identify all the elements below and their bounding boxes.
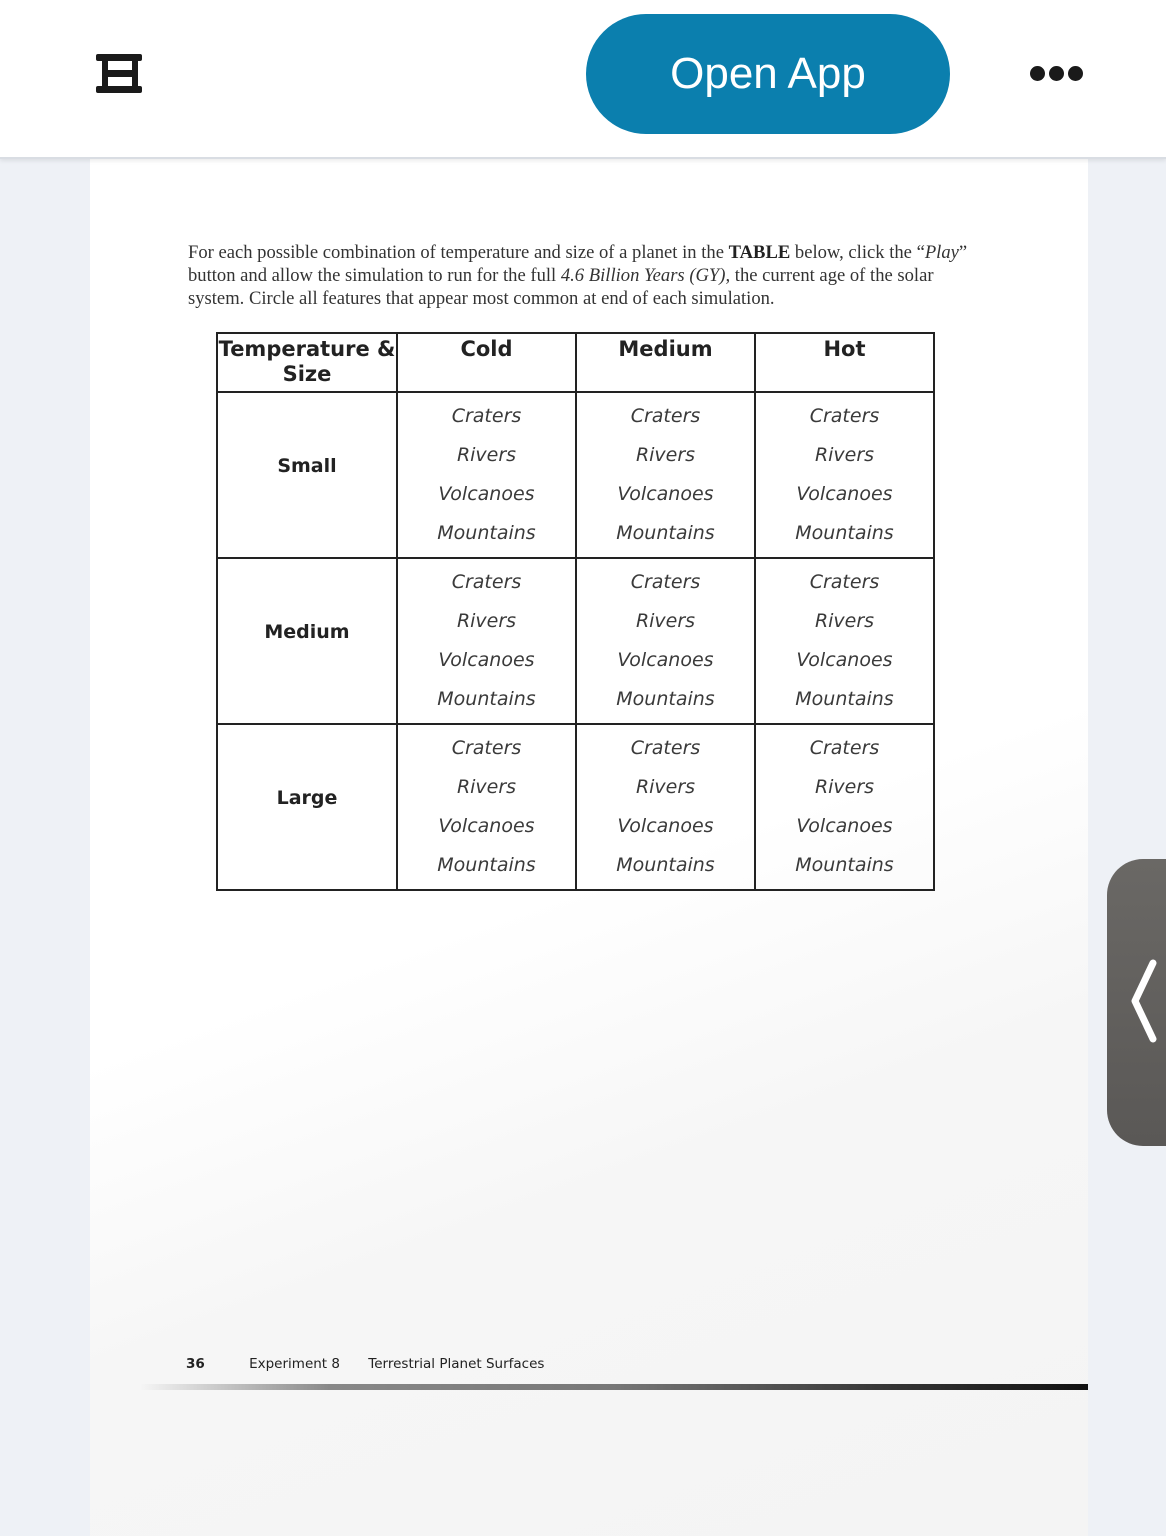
feature-option: Rivers bbox=[456, 776, 517, 798]
footer-experiment: Experiment 8 bbox=[249, 1356, 340, 1372]
feature-option: Volcanoes bbox=[617, 483, 714, 505]
table-row bbox=[217, 724, 934, 890]
intro-text: ” button and allow the simulation to run for the full bbox=[188, 242, 968, 286]
feature-option: Volcanoes bbox=[438, 649, 535, 671]
feature-option: Mountains bbox=[795, 688, 894, 710]
table-cell bbox=[576, 392, 755, 558]
table-header-row bbox=[217, 333, 934, 392]
menu-icon-bar bbox=[96, 86, 142, 93]
column-header-medium: Medium bbox=[576, 333, 755, 392]
more-options-icon[interactable] bbox=[1030, 64, 1084, 84]
table-cell bbox=[755, 392, 934, 558]
feature-option: Mountains bbox=[437, 688, 536, 710]
feature-list bbox=[756, 559, 933, 723]
feature-option: Rivers bbox=[456, 610, 517, 632]
feature-option: Volcanoes bbox=[796, 649, 893, 671]
intro-table-word: TABLE bbox=[728, 242, 791, 263]
feature-list bbox=[756, 725, 933, 889]
feature-option: Craters bbox=[451, 405, 522, 427]
footer-divider bbox=[140, 1384, 1088, 1390]
feature-option: Rivers bbox=[814, 776, 875, 798]
feature-option: Mountains bbox=[437, 854, 536, 876]
feature-option: Craters bbox=[630, 571, 701, 593]
feature-option: Mountains bbox=[616, 688, 715, 710]
row-header-large: Large bbox=[217, 724, 397, 890]
corner-header-line: Temperature & bbox=[218, 337, 396, 361]
column-header-cold: Cold bbox=[397, 333, 576, 392]
feature-list bbox=[577, 393, 754, 557]
feature-option: Rivers bbox=[635, 776, 696, 798]
feature-option: Volcanoes bbox=[796, 483, 893, 505]
side-drawer-handle[interactable] bbox=[1107, 859, 1166, 1146]
column-header-hot: Hot bbox=[755, 333, 934, 392]
menu-icon-bar bbox=[104, 70, 134, 77]
intro-text: For each possible combination of temperature and size of a planet in the bbox=[188, 242, 729, 263]
top-app-bar bbox=[0, 0, 1166, 159]
feature-option: Mountains bbox=[795, 522, 894, 544]
feature-option: Craters bbox=[809, 405, 880, 427]
open-app-button[interactable]: Open App bbox=[586, 14, 950, 134]
feature-option: Craters bbox=[451, 737, 522, 759]
more-options-dot bbox=[1068, 66, 1083, 81]
feature-list bbox=[398, 393, 575, 557]
intro-duration: 4.6 Billion Years (GY), bbox=[560, 265, 731, 286]
feature-list bbox=[398, 559, 575, 723]
table-cell bbox=[755, 724, 934, 890]
feature-list bbox=[577, 725, 754, 889]
feature-list bbox=[398, 725, 575, 889]
footer-title: Terrestrial Planet Surfaces bbox=[368, 1356, 545, 1372]
feature-option: Mountains bbox=[795, 854, 894, 876]
table-cell bbox=[397, 724, 576, 890]
feature-option: Rivers bbox=[814, 610, 875, 632]
feature-option: Mountains bbox=[437, 522, 536, 544]
feature-option: Rivers bbox=[635, 444, 696, 466]
row-header-medium: Medium bbox=[217, 558, 397, 724]
table-cell bbox=[397, 558, 576, 724]
feature-list bbox=[756, 393, 933, 557]
feature-option: Volcanoes bbox=[796, 815, 893, 837]
document-page bbox=[90, 159, 1088, 1536]
feature-option: Volcanoes bbox=[438, 815, 535, 837]
intro-text: the current age of the solar system. Circle all features that appear most common at end of each simulation. bbox=[188, 265, 934, 309]
feature-list bbox=[577, 559, 754, 723]
feature-option: Volcanoes bbox=[438, 483, 535, 505]
intro-play-word: Play bbox=[924, 242, 959, 263]
feature-option: Craters bbox=[809, 737, 880, 759]
more-options-dot bbox=[1049, 66, 1064, 81]
feature-option: Craters bbox=[630, 405, 701, 427]
feature-option: Rivers bbox=[456, 444, 517, 466]
page-number: 36 bbox=[186, 1356, 205, 1372]
corner-header bbox=[217, 333, 397, 392]
page-footer bbox=[186, 1356, 544, 1372]
table-row bbox=[217, 558, 934, 724]
planet-features-table bbox=[216, 332, 935, 891]
table-cell bbox=[576, 558, 755, 724]
feature-option: Craters bbox=[809, 571, 880, 593]
table-cell bbox=[397, 392, 576, 558]
feature-option: Volcanoes bbox=[617, 815, 714, 837]
corner-header-line: Size bbox=[282, 362, 332, 386]
table-row bbox=[217, 392, 934, 558]
intro-text: below, click the “ bbox=[790, 242, 925, 263]
feature-option: Craters bbox=[451, 571, 522, 593]
menu-icon[interactable] bbox=[96, 52, 146, 96]
feature-option: Mountains bbox=[616, 522, 715, 544]
feature-option: Rivers bbox=[814, 444, 875, 466]
row-header-small: Small bbox=[217, 392, 397, 558]
chevron-left-icon bbox=[1129, 959, 1157, 1043]
table-cell bbox=[576, 724, 755, 890]
instructions-paragraph bbox=[188, 241, 978, 310]
feature-option: Rivers bbox=[635, 610, 696, 632]
feature-option: Volcanoes bbox=[617, 649, 714, 671]
table-cell bbox=[755, 558, 934, 724]
more-options-dot bbox=[1030, 66, 1045, 81]
feature-option: Mountains bbox=[616, 854, 715, 876]
feature-option: Craters bbox=[630, 737, 701, 759]
